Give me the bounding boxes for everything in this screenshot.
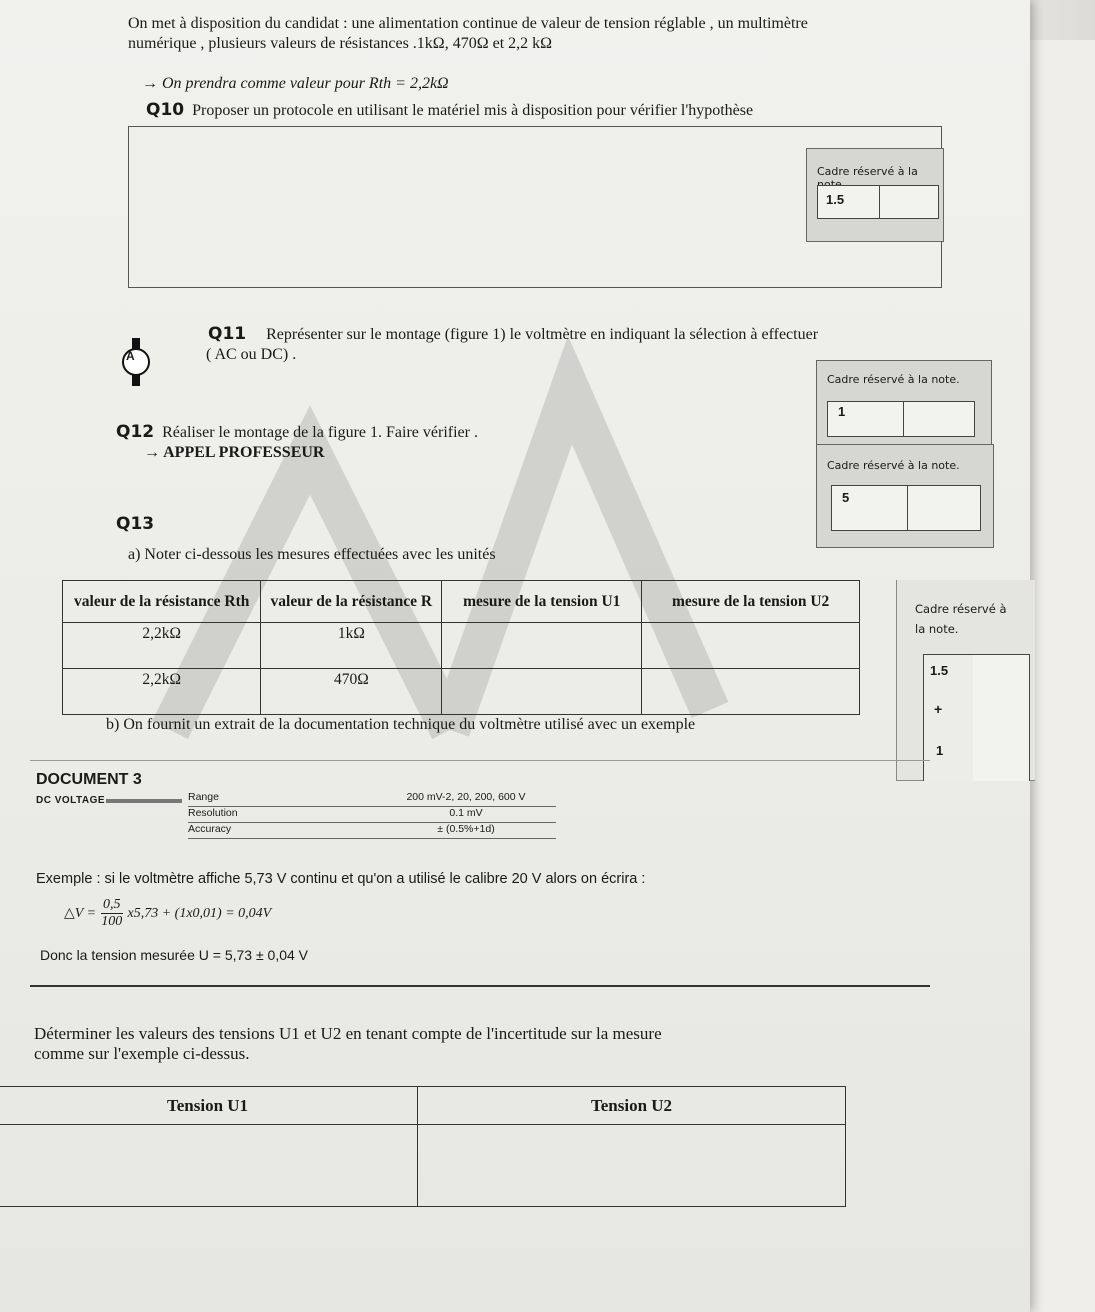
q13-points-column [923, 654, 975, 781]
voltmeter-icon-letter: A [126, 349, 135, 363]
q13-points-b: 1 [936, 743, 944, 758]
spec-value-range: 200 mV-2, 20, 200, 600 V [406, 791, 526, 803]
document-3-example: Exemple : si le voltmètre affiche 5,73 V continu et qu'on a utilisé le calibre 20 V alors on écrira : [36, 871, 646, 887]
q13-points-a: 1.5 [930, 663, 949, 678]
q13-b-label: b) On fournit un extrait de la documentation technique du voltmètre utilisé avec un exemple [106, 716, 696, 733]
formula-denominator: 100 [101, 914, 123, 929]
header-tension-u1: Tension U1 [0, 1087, 418, 1125]
q13-a-label: a) Noter ci-dessous les mesures effectuées avec les unités [128, 546, 496, 563]
q10-number: Q10 [146, 100, 185, 120]
q11-grade-label: Cadre réservé à la note. [827, 373, 960, 386]
q13-number: Q13 [116, 514, 155, 534]
document-3-panel [30, 760, 930, 987]
spec-value-accuracy: ± (0.5%+1d) [437, 823, 495, 835]
table-row [63, 623, 860, 669]
table-row [63, 669, 860, 715]
intro-line-3: → On prendra comme valeur pour Rth = 2,2kΩ [142, 75, 449, 92]
q11-score-cell[interactable] [903, 401, 975, 437]
q11-heading [208, 324, 818, 344]
tension-u1-input[interactable] [0, 1125, 418, 1207]
q13-score-cell[interactable] [973, 654, 1030, 781]
tension-u2-input[interactable] [418, 1125, 846, 1207]
spec-label-resolution: Resolution [188, 807, 238, 819]
q12-grade-label: Cadre réservé à la note. [827, 459, 960, 472]
measurements-table [62, 580, 860, 715]
formula-fraction [101, 897, 123, 930]
cell-r: 470Ω [261, 669, 442, 715]
q12-heading [116, 422, 478, 442]
spec-table [188, 791, 556, 839]
dc-voltage-bar [106, 799, 182, 803]
q11-points-cell [827, 401, 905, 437]
voltmeter-icon [112, 338, 160, 386]
q10-points: 1.5 [826, 192, 845, 207]
header-u1: mesure de la tension U1 [442, 581, 642, 623]
cell-rth: 2,2kΩ [63, 623, 261, 669]
q10-points-cell [817, 185, 881, 219]
document-3-conclusion: Donc la tension mesurée U = 5,73 ± 0,04 V [40, 947, 309, 963]
header-rth: valeur de la résistance Rth [63, 581, 261, 623]
q10-heading [146, 100, 753, 120]
q11-grade-box [816, 360, 992, 446]
q10-text: Proposer un protocole en utilisant le matériel mis à disposition pour vérifier l'hypothèse [192, 102, 754, 119]
measurements-header-row [63, 581, 860, 623]
tension-header-row [0, 1087, 846, 1125]
spec-row-range [188, 791, 556, 807]
q12-points: 5 [842, 490, 850, 505]
cell-r: 1kΩ [261, 623, 442, 669]
formula-prefix: △V = [64, 906, 97, 921]
spec-row-accuracy [188, 823, 556, 839]
q11-text: Représenter sur le montage (figure 1) le voltmètre en indiquant la sélection à effectuer [266, 326, 819, 343]
intro-line-2: numérique , plusieurs valeurs de résistances .1kΩ, 470Ω et 2,2 kΩ [128, 35, 553, 52]
q12-grade-box [816, 444, 994, 548]
cell-rth: 2,2kΩ [63, 669, 261, 715]
q12-call-professor: → APPEL PROFESSEUR [144, 444, 325, 461]
cell-u1-input[interactable] [442, 669, 642, 715]
determine-line-1: Déterminer les valeurs des tensions U1 et U2 en tenant compte de l'incertitude sur la mesure [34, 1024, 662, 1043]
dc-voltage-label: DC VOLTAGE [36, 795, 106, 806]
q13-plus: + [934, 701, 943, 717]
q12-number: Q12 [116, 422, 155, 442]
spec-label-accuracy: Accuracy [188, 823, 232, 835]
q11-text-2: ( AC ou DC) . [206, 346, 297, 363]
header-r: valeur de la résistance R [261, 581, 442, 623]
q10-score-cell[interactable] [879, 185, 939, 219]
q13-grade-label-1: Cadre réservé à [915, 602, 1007, 616]
spec-row-resolution [188, 807, 556, 823]
cell-u2-input[interactable] [642, 669, 860, 715]
q13-grade-box [896, 580, 1035, 781]
tension-answer-row [0, 1125, 846, 1207]
q12-text: Réaliser le montage de la figure 1. Faire vérifier . [162, 424, 478, 441]
spec-value-resolution: 0.1 mV [449, 807, 483, 819]
q11-number: Q11 [208, 324, 247, 344]
determine-line-2: comme sur l'exemple ci-dessus. [34, 1044, 250, 1063]
spec-label-range: Range [188, 791, 219, 803]
header-tension-u2: Tension U2 [418, 1087, 846, 1125]
q13-grade-label-2: la note. [915, 622, 959, 636]
formula-suffix: x5,73 + (1x0,01) = 0,04V [127, 905, 272, 921]
q12-points-cell [831, 485, 909, 531]
formula-numerator: 0,5 [103, 897, 121, 912]
q10-grade-label: Cadre réservé à la [817, 165, 918, 178]
tension-table [0, 1086, 846, 1207]
intro-line-1: On met à disposition du candidat : une alimentation continue de valeur de tension réglable , un multimètre [128, 15, 808, 32]
cell-u1-input[interactable] [442, 623, 642, 669]
header-u2: mesure de la tension U2 [642, 581, 860, 623]
q10-grade-box [806, 148, 944, 242]
uncertainty-formula [64, 897, 271, 930]
q12-score-cell[interactable] [907, 485, 981, 531]
q11-points: 1 [838, 404, 846, 419]
document-3-title: DOCUMENT 3 [36, 771, 142, 788]
cell-u2-input[interactable] [642, 623, 860, 669]
